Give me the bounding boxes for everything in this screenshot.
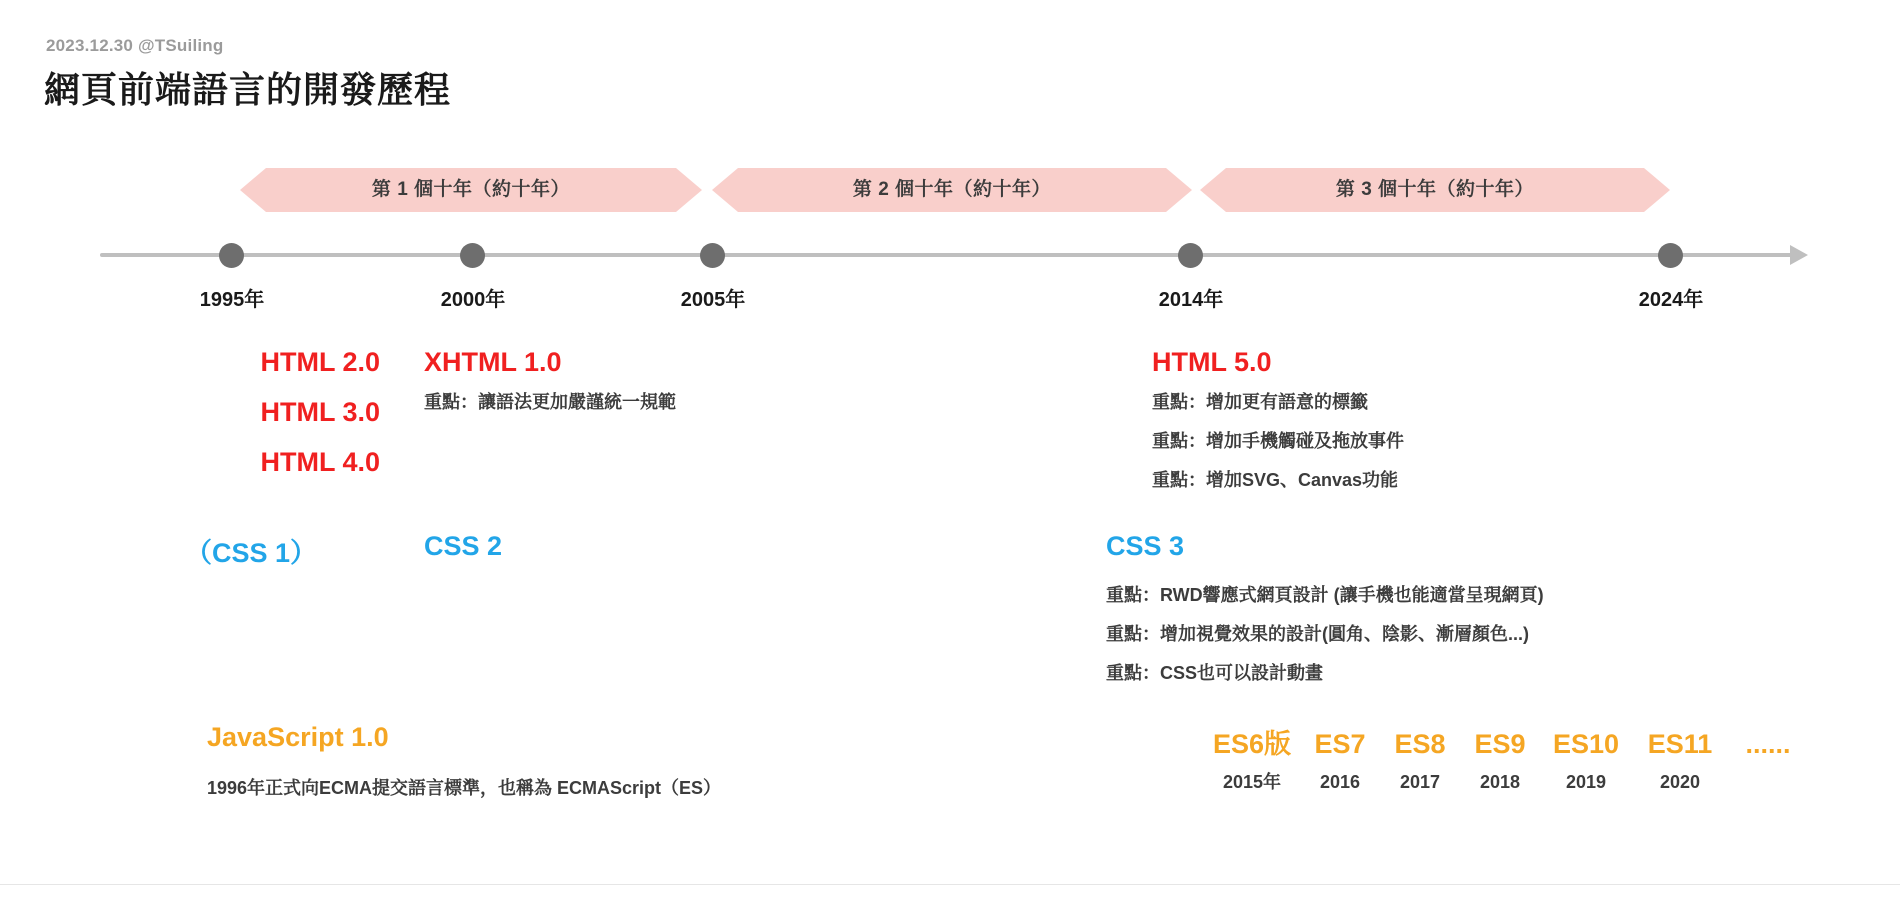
es-year-2017: 2017: [1399, 772, 1441, 792]
decade-arrow-3: [1200, 168, 1670, 212]
decade-arrow-2: [712, 168, 1192, 212]
timeline-axis: [100, 253, 1800, 257]
timeline-dot-1995: [219, 243, 244, 268]
es-version-es9: ES9: [1474, 729, 1526, 759]
html-version-4: HTML 4.0: [260, 447, 380, 477]
decade-arrow-1: [240, 168, 702, 212]
timeline-dot-2000: [460, 243, 485, 268]
meta-date: 2023.12.30: [46, 36, 134, 55]
html5-title: HTML 5.0: [1152, 347, 1272, 377]
es-version-es11: ES11: [1647, 729, 1713, 759]
html5-note-2: 重點：增加手機觸碰及拖放事件: [1152, 431, 1404, 451]
timeline-year-1995: 1995年: [199, 289, 265, 311]
es-years-row: [1204, 768, 1728, 794]
css3-notes: [1106, 576, 1544, 693]
timeline-year-2000: 2000年: [440, 289, 506, 311]
page-title: 網頁前端語言的開發歷程: [44, 69, 452, 110]
html-early-versions: [120, 337, 380, 487]
timeline-year-2014: 2014年: [1158, 289, 1224, 311]
javascript-title: JavaScript 1.0: [207, 722, 389, 752]
html-version-2: HTML 2.0: [260, 347, 380, 377]
css3-note-1: 重點：RWD響應式網頁設計 (讓手機也能適當呈現網頁): [1106, 585, 1544, 605]
html5-note-1: 重點：增加更有語意的標籤: [1152, 392, 1368, 412]
xhtml-title: XHTML 1.0: [424, 347, 562, 377]
es-year-2016: 2016: [1319, 772, 1361, 792]
es-year-2015: 2015年: [1222, 772, 1282, 792]
xhtml-note: 重點：讓語法更加嚴謹統一規範: [424, 392, 676, 412]
bottom-divider: [0, 884, 1900, 885]
timeline-dot-2005: [700, 243, 725, 268]
timeline-dot-2024: [1658, 243, 1683, 268]
timeline-dot-2014: [1178, 243, 1203, 268]
html5-notes: [1152, 383, 1404, 500]
html5-note-3: 重點：增加SVG、Canvas功能: [1152, 470, 1399, 490]
es-versions-ellipsis: ......: [1745, 729, 1791, 759]
timeline-year-2024: 2024年: [1638, 289, 1704, 311]
decade-arrow-1-label: 第 1 個十年（約十年）: [371, 179, 571, 200]
css3-note-3: 重點：CSS也可以設計動畫: [1106, 663, 1324, 683]
timeline-arrow-head-icon: [1790, 245, 1808, 265]
es-version-es8: ES8: [1394, 729, 1446, 759]
es-version-es7: ES7: [1314, 729, 1366, 759]
css3-title: CSS 3: [1106, 531, 1185, 561]
meta-handle: @TSuiling: [138, 36, 224, 55]
es-year-2019: 2019: [1565, 772, 1607, 792]
css3-note-2: 重點：增加視覺效果的設計(圓角、陰影、漸層顏色...): [1106, 624, 1529, 644]
javascript-note: 1996年正式向ECMA提交語言標準，也稱為 ECMAScript（ES）: [207, 778, 722, 798]
css1-title: （CSS 1）: [185, 538, 318, 568]
es-year-2018: 2018: [1479, 772, 1521, 792]
es-version-es6: ES6版: [1212, 729, 1292, 759]
meta-line: [46, 36, 223, 56]
css2-title: CSS 2: [424, 531, 503, 561]
es-year-2020: 2020: [1659, 772, 1701, 792]
es-version-es10: ES10: [1552, 729, 1620, 759]
es-versions-row: [1204, 722, 1808, 761]
timeline-year-2005: 2005年: [680, 289, 746, 311]
decade-arrow-2-label: 第 2 個十年（約十年）: [852, 179, 1052, 200]
html-version-3: HTML 3.0: [260, 397, 380, 427]
decade-arrow-3-label: 第 3 個十年（約十年）: [1335, 179, 1535, 200]
